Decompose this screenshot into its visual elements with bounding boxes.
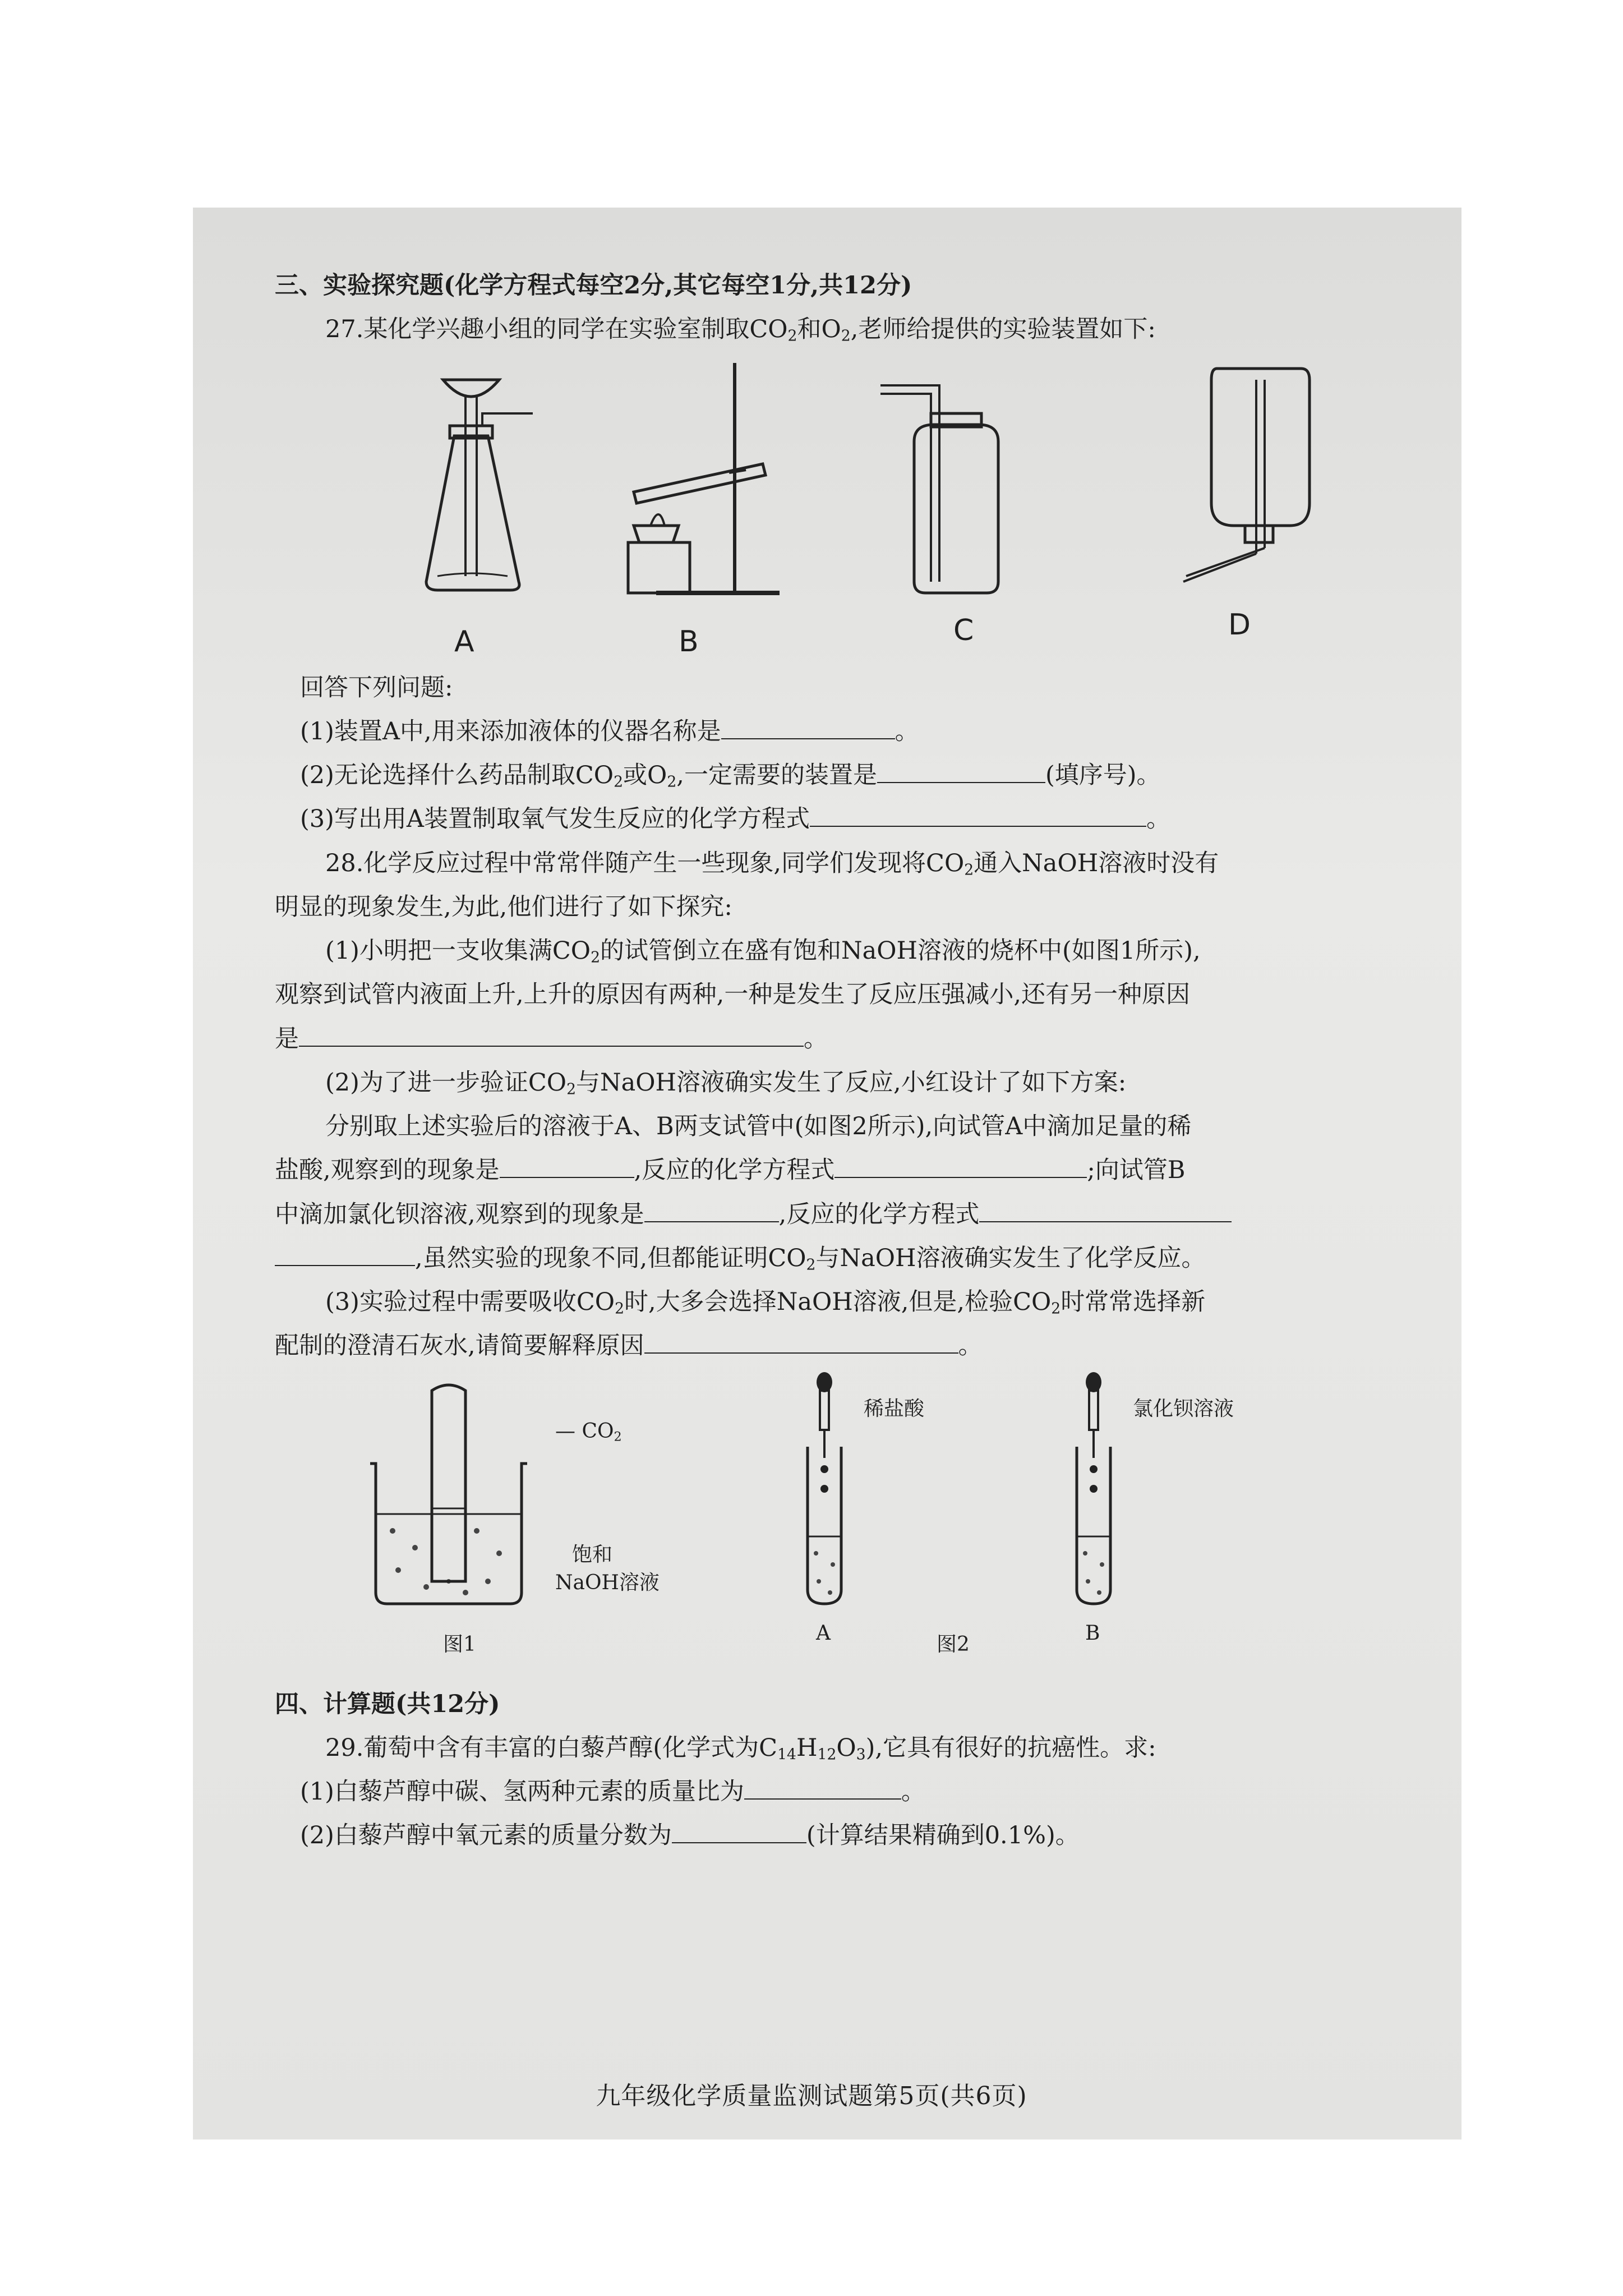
q28-part-2-line-5: ,虽然实验的现象不同,但都能证明$CO_2$与NaOH溶液确实发生了化学反应。 [275,1236,1385,1280]
figure-2-tube-b [1054,1368,1133,1609]
apparatus-b-heating-stand [611,357,791,604]
q28-part-3-line-2: 配制的澄清石灰水,请简要解释原因 。 [275,1332,983,1360]
fig2-tube-b-label: B [1085,1621,1100,1645]
answer-blank [500,1156,634,1179]
fig1-liquid-label-2: NaOH溶液 [555,1571,660,1594]
answer-blank [644,1199,779,1222]
q28-part-2-line-4: 中滴加氯化钡溶液,观察到的现象是 ,反应的化学方程式 [275,1193,1385,1236]
apparatus-label-d: D [1228,608,1251,642]
page-footer: 九年级化学质量监测试题第5页(共6页) [596,2082,1027,2110]
q28-part-3-line-1: (3)实验过程中需要吸收$CO_2$时,大多会选择NaOH溶液,但是,检验$CO_2$时常常选择新 [325,1288,1206,1318]
answer-blank [721,716,895,739]
q28-part-1-line-3: 是 。 [275,1024,828,1053]
q27-stem: 27.某化学兴趣小组的同学在实验室制取$CO_2$和$O_2$,老师给提供的实验装置如下: [325,315,1156,345]
q28-figures [275,1368,1385,1682]
exam-page-content [275,264,1385,1858]
q28-part-2-line-1: (2)为了进一步验证$CO_2$与NaOH溶液确实发生了反应,小红设计了如下方案: [325,1068,1127,1098]
q28-part-1-line-1: (1)小明把一支收集满$CO_2$的试管倒立在盛有饱和NaOH溶液的烧杯中(如图1所示), [325,937,1201,967]
q29-part-1: (1)白藜芦醇中碳、氢两种元素的质量比为 。 [300,1778,925,1806]
section-3-heading: 三、实验探究题(化学方程式每空2分,其它每空1分,共12分) [275,272,912,300]
apparatus-d-inverted-bottle [1172,363,1318,599]
q28-part-2-line-3: 盐酸,观察到的现象是 ,反应的化学方程式 ;向试管B [275,1156,1186,1185]
fig2-reagent-b-label: 氯化钡溶液 [1133,1397,1234,1420]
apparatus-label-c: C [953,613,974,647]
q28-stem-line-1: 28.化学反应过程中常常伴随产生一些现象,同学们发现将$CO_2$通入NaOH溶液时没有 [325,849,1219,879]
answer-blank [834,1156,1087,1179]
fig2-tube-a-label: A [816,1621,831,1645]
fig2-caption: 图2 [937,1632,970,1656]
answer-blank [877,760,1045,783]
fig1-liquid-label-1: 饱和 [572,1543,613,1566]
q29-part-2: (2)白藜芦醇中氧元素的质量分数为 (计算结果精确到0.1%)。 [300,1821,1080,1850]
answer-blank [672,1821,806,1844]
apparatus-a-flask [404,374,538,610]
apparatus-label-a: A [454,624,474,659]
q27-part-1: (1)装置A中,用来添加液体的仪器名称是 。 [300,717,919,746]
q27-prompt: 回答下列问题: [300,673,453,702]
q27-part-2: (2)无论选择什么药品制取$CO_2$或$O_2$,一定需要的装置是 (填序号)。 [300,761,1161,791]
q29-stem: 29.葡萄中含有丰富的白藜芦醇(化学式为$C_{14}H_{12}O_3$),它具有很好的抗癌性。求: [325,1733,1156,1764]
apparatus-c-gas-bottle [875,374,1021,599]
answer-blank [299,1024,804,1047]
section-4-heading: 四、计算题(共12分) [275,1690,500,1718]
figure-1-beaker [365,1379,550,1615]
answer-blank [979,1199,1232,1222]
apparatus-label-b: B [679,624,699,659]
fig1-gas-label: — $CO_2$ [555,1419,622,1444]
q27-apparatus-figure [275,352,1385,666]
q28-part-1-line-2: 观察到试管内液面上升,上升的原因有两种,一种是发生了反应压强减小,还有另一种原因 [275,981,1191,1009]
answer-blank [644,1331,958,1354]
figure-2-tube-a [785,1368,864,1609]
answer-blank [744,1777,901,1800]
q28-stem-line-2: 明显的现象发生,为此,他们进行了如下探究: [275,892,732,921]
fig2-reagent-a-label: 稀盐酸 [864,1397,925,1420]
q27-part-3: (3)写出用A装置制取氧气发生反应的化学方程式 。 [300,805,1170,834]
answer-blank [275,1243,415,1266]
answer-blank [810,804,1146,827]
fig1-caption: 图1 [443,1632,476,1656]
q28-part-2-line-2: 分别取上述实验后的溶液于A、B两支试管中(如图2所示),向试管A中滴加足量的稀 [325,1112,1192,1140]
